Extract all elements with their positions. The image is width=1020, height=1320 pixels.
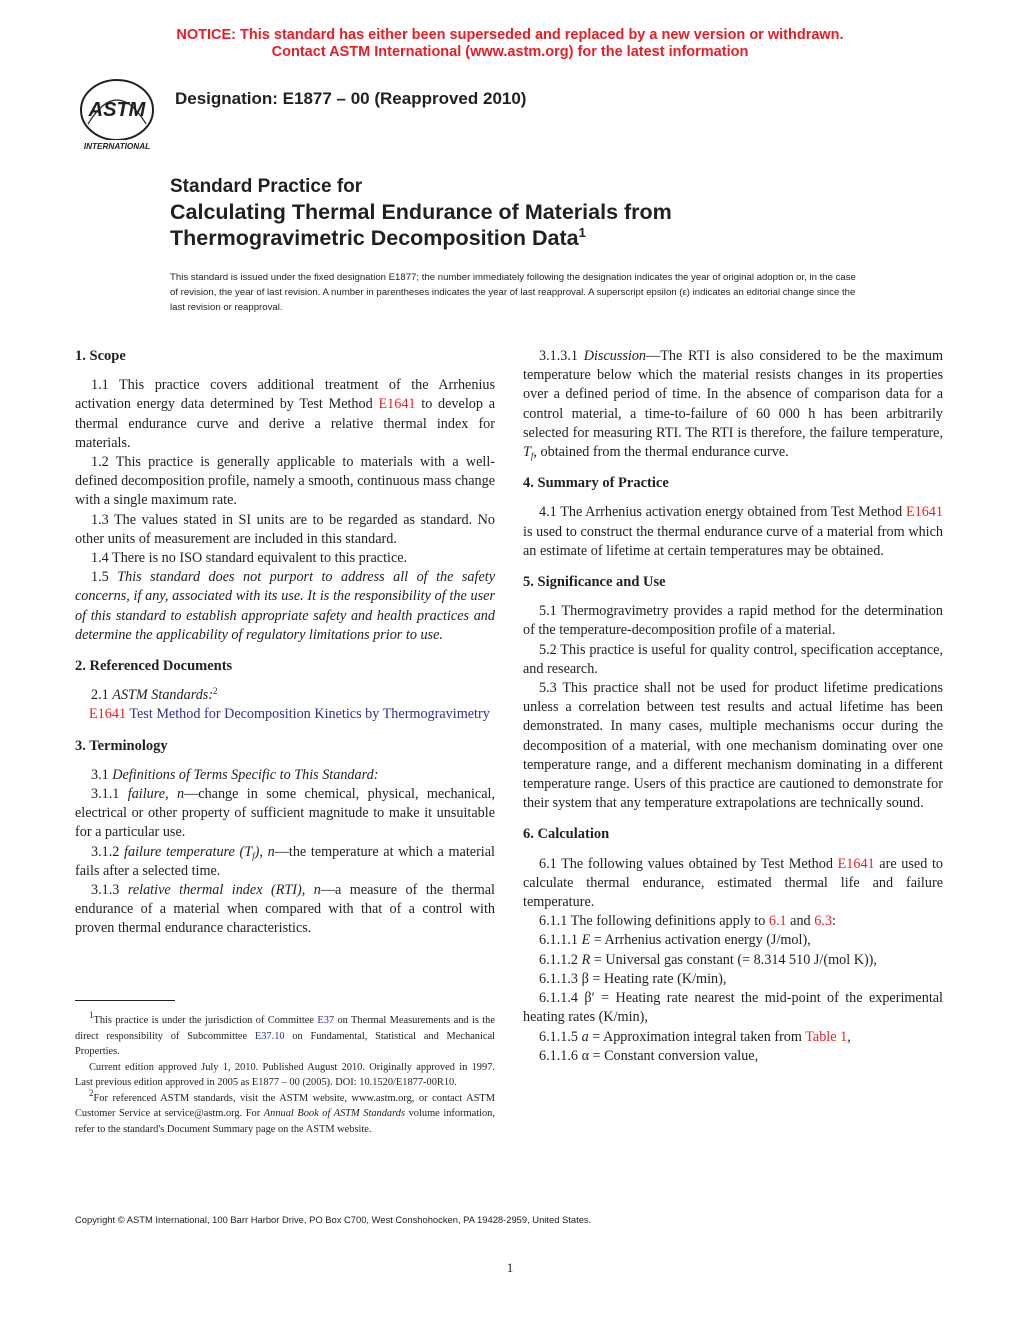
reference-entry[interactable]: [75, 705, 495, 724]
link-section-6-3[interactable]: 6.3: [814, 913, 832, 930]
section-heading-terminology: 3. Terminology: [75, 737, 168, 754]
definition-item: 6.1.1.2 R = Universal gas constant (= 8.314 510 J/(mol K)),: [539, 951, 877, 968]
page-number: 1: [506, 1260, 514, 1275]
link-table-1[interactable]: Table 1: [805, 1028, 848, 1045]
scope-paragraph-4: 1.4 There is no ISO standard equivalent to this practice.: [91, 550, 408, 567]
logo-subtext: INTERNATIONAL: [83, 142, 151, 151]
link-section-6-1[interactable]: 6.1: [768, 913, 787, 930]
calculation-paragraph-1: 6.1 The following values obtained by Test Method E1641 are used to calculate thermal endurance, estimated thermal life and failure temperature.: [523, 855, 943, 911]
title-line-3: [170, 225, 672, 251]
link-e37-10[interactable]: E37.10: [254, 1030, 285, 1042]
section-heading-calculation: 6. Calculation: [523, 826, 610, 843]
definition-item: 6.1.1.1 E = Arrhenius activation energy (J/mol),: [539, 932, 811, 949]
link-e37[interactable]: E37: [317, 1015, 335, 1026]
footnote-1-edition: Current edition approved July 1, 2010. Published August 2010. Originally approved in 1997. Last previous edition approved in 2005 as E1877 – 00 (2005). DOI: 10.1520/E1877-00R10.: [75, 1061, 495, 1088]
scope-paragraph-1: 1.1 This practice covers additional treatment of the Arrhenius activation energy data determined by Test Method E1641 to develop a thermal endurance curve and derive a relative thermal index for materials.: [75, 377, 495, 451]
title-line-3-text: Thermogravimetric Decomposition Data: [170, 226, 579, 250]
notice-banner: [0, 27, 1020, 61]
definition-rti: 3.1.3 relative thermal index (RTI), n—a measure of the thermal endurance of a material when compared with that of a control with proven thermal endurance characteristics.: [75, 882, 495, 937]
definition-item: 6.1.1.3 β = Heating rate (K/min),: [539, 970, 727, 987]
summary-paragraph-1: 4.1 The Arrhenius activation energy obtained from Test Method E1641 is used to construct the thermal endurance curve of a material from which an estimate of lifetime at certain temperatures may be obtained.: [523, 504, 943, 559]
link-e1641[interactable]: E1641: [837, 855, 875, 872]
significance-paragraph-2: 5.2 This practice is useful for quality control, specification acceptance, and research.: [523, 641, 943, 677]
right-column: [523, 347, 943, 1066]
notice-line-1: NOTICE: This standard has either been superseded and replaced by a new version or withdrawn.: [176, 27, 844, 43]
section-heading-refdocs: 2. Referenced Documents: [75, 658, 233, 675]
designation: Designation: E1877 – 00 (Reapproved 2010): [175, 89, 527, 108]
reference-code[interactable]: E1641: [89, 706, 127, 723]
notice-line-2: Contact ASTM International (www.astm.org) for the latest information: [271, 44, 749, 60]
astm-logo-icon: [74, 74, 160, 154]
section-heading-scope: 1. Scope: [75, 348, 126, 364]
definition-item: 6.1.1.5 a = Approximation integral taken from Table 1,: [539, 1028, 851, 1045]
title-line-2: Calculating Thermal Endurance of Materials from: [170, 200, 672, 224]
definition-item: 6.1.1.6 α = Constant conversion value,: [539, 1047, 759, 1064]
definition-item: 6.1.1.4 β′ = Heating rate nearest the mid-point of the experimental heating rates (K/min),: [523, 990, 944, 1026]
section-heading-significance: 5. Significance and Use: [523, 574, 666, 591]
scope-paragraph-2: 1.2 This practice is generally applicable to materials with a well-defined decomposition profile, namely a smooth, continuous mass change with a single maximum rate.: [75, 454, 496, 509]
significance-paragraph-3: 5.3 This practice shall not be used for product lifetime predications unless a correlation between test results and actual lifetime has been demonstrated. In many cases, multiple mechanisms occur during the decomposition of a material, with one mechanism dominating over one temperature range, and a different mechanism dominating in a different temperature range. Users of this practice are cautioned to demonstrate for their system that any temperature extrapolations are technically sound.: [523, 680, 943, 812]
scope-paragraph-3: 1.3 The values stated in SI units are to be regarded as standard. No other units of measurement are included in this standard.: [75, 511, 495, 547]
rti-discussion: 3.1.3.1 Discussion—The RTI is also considered to be the maximum temperature below which the material resists changes in its properties over a defined period of time. In the absence of comparison data for a control material, a time-to-failure of 60 000 h has been arbitrarily selected for measuring RTI. The RTI is therefore, the failure temperature, $T_f$, obtained from the thermal endurance curve.: [523, 348, 944, 462]
title-line-1: Standard Practice for: [170, 176, 363, 197]
page-title: [170, 175, 672, 251]
calculation-paragraph-2: 6.1.1 The following definitions apply to 6.1 and 6.3:: [539, 913, 836, 930]
footnote-divider: [75, 1000, 175, 1001]
link-e1641[interactable]: E1641: [905, 504, 943, 521]
logo-text: ASTM: [88, 99, 146, 121]
definition-failure: 3.1.1 failure, n—change in some chemical, physical, mechanical, electrical or other property of sufficient magnitude to make it unsuitable for a particular use.: [75, 786, 495, 841]
definition-failure-temperature: 3.1.2 failure temperature $(T_f)$, n—the temperature at which a material fails after a selected time.: [75, 843, 495, 879]
footnote-2: $^2$For referenced ASTM standards, visit the ASTM website, www.astm.org, or contact ASTM Customer Service at service@astm.org. For Annual Book of ASTM Standards volume information, refer to the standard's Document Summary page on the ASTM website.: [75, 1087, 495, 1135]
section-heading-summary: 4. Summary of Practice: [523, 475, 669, 492]
refdocs-paragraph-1: 2.1 ASTM Standards:$^2$: [91, 686, 218, 704]
footnote-1: $^1$This practice is under the jurisdiction of Committee E37 on Thermal Measurements and is the direct responsibility of Subcommittee E37.10 on Fundamental, Statistical and Mechanical Properties.: [75, 1010, 495, 1057]
scope-paragraph-5: 1.5 This standard does not purport to address all of the safety concerns, if any, associated with its use. It is the responsibility of the user of this standard to establish appropriate safety and health practices and determine the applicability of regulatory limitations prior to use.: [75, 569, 495, 643]
issued-note: This standard is issued under the fixed designation E1877; the number immediately following the designation indicates the year of original adoption or, in the case of revision, the year of last revision. A number in parentheses indicates the year of last reapproval. A superscript epsilon (ε) indicates an editorial change since the last revision or reapproval.: [170, 272, 856, 313]
title-footnote-mark: 1: [578, 225, 586, 240]
reference-title[interactable]: Test Method for Decomposition Kinetics by Thermogravimetry: [126, 706, 490, 723]
copyright-notice: Copyright © ASTM International, 100 Barr Harbor Drive, PO Box C700, West Conshohocken, PA 19428-2959, United States.: [75, 1214, 592, 1225]
terminology-paragraph-1: 3.1 Definitions of Terms Specific to This Standard:: [91, 766, 379, 783]
left-column: [75, 347, 495, 939]
significance-paragraph-1: 5.1 Thermogravimetry provides a rapid method for the determination of the temperature-decomposition profile of a material.: [523, 603, 943, 639]
footnotes: [75, 1010, 495, 1137]
link-e1641[interactable]: E1641: [378, 396, 416, 413]
